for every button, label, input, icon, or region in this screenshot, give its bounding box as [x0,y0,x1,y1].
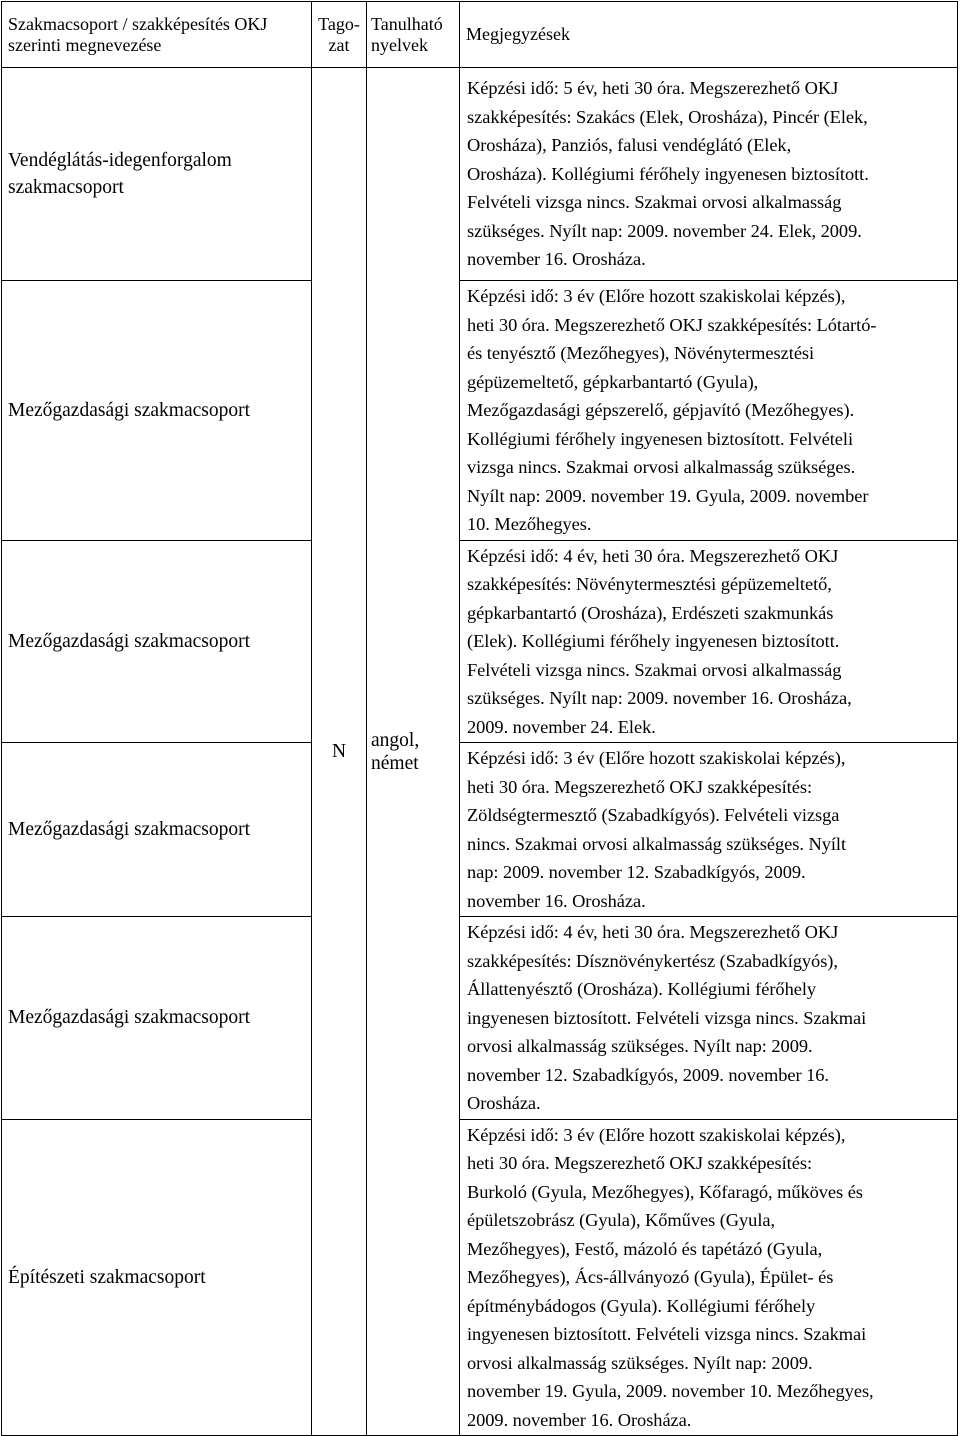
table-row [2,68,958,281]
notes-line: Mezőhegyes), Festő, mázoló és tapétázó (Gyula, [467,1238,823,1259]
category-cell [2,1119,312,1436]
notes-line: szükséges. Nyílt nap: 2009. november 24. Elek, 2009. [467,220,862,241]
notes-line: Képzési idő: 3 év (Előre hozott szakiskolai képzés), [467,286,846,306]
category-line: Mezőgazdasági szakmacsoport [8,1007,251,1029]
notes-line: nincs. Szakmai orvosi alkalmasság szükséges. Nyílt [467,833,847,854]
header-tagozat-line-2: zat [328,34,350,55]
language-item: angol, [371,729,420,751]
notes-cell [460,743,958,917]
notes-line: gépüzemeltető, gépkarbantartó (Gyula), [467,371,759,392]
notes-cell [460,917,958,1120]
category-line: Mezőgazdasági szakmacsoport [8,399,251,421]
notes-line: heti 30 óra. Megszerezhető OKJ szakképesítés: [467,1153,813,1173]
header-languages [367,2,460,68]
notes-cell [460,540,958,743]
notes-line: vizsga nincs. Szakmai orvosi alkalmasság szükséges. [467,457,856,477]
header-category-line-1: Szakmacsoport / szakképesítés OKJ [8,13,268,34]
notes-cell [460,281,958,541]
header-tagozat-line-1: Tago- [318,13,360,34]
notes-line: szakképesítés: Növénytermesztési gépüzemeltető, [467,574,832,594]
notes-line: orvosi alkalmasság szükséges. Nyílt nap: 2009. [467,1036,813,1056]
header-notes-label: Megjegyzések [466,24,570,44]
notes-line: Képzési idő: 3 év (Előre hozott szakiskolai képzés), [467,748,846,768]
header-category-line-2: szerinti megnevezése [8,34,162,55]
notes-line: szükséges. Nyílt nap: 2009. november 16. Orosháza, [467,688,852,708]
notes-line: heti 30 óra. Megszerezhető OKJ szakképesítés: Lótartó- [467,314,877,335]
header-tagozat [312,2,367,68]
notes-line: 2009. november 24. Elek. [467,716,656,737]
category-cell [2,281,312,541]
category-line: Mezőgazdasági szakmacsoport [8,819,251,840]
table-row [2,1119,958,1436]
notes-line: ingyenesen biztosított. Felvételi vizsga nincs. Szakmai [467,1007,867,1028]
table-row [2,743,958,917]
notes-line: Állattenyésztő (Orosháza). Kollégiumi férőhely [467,979,817,999]
tagozat-cell [312,68,367,1436]
notes-line: építménybádogos (Gyula). Kollégiumi férőhely [467,1295,816,1316]
notes-line: Burkoló (Gyula, Mezőhegyes), Kőfaragó, műköves és [467,1181,863,1202]
notes-cell [460,68,958,281]
category-line: Vendéglátás-idegenforgalom [8,150,232,171]
notes-line: és tenyésztő (Mezőhegyes), Növénytermesztési [467,343,815,363]
table-row [2,540,958,743]
notes-line: Zöldségtermesztő (Szabadkígyós). Felvételi vizsga [467,805,840,825]
notes-line: Képzési idő: 5 év, heti 30 óra. Megszerezhető OKJ [467,78,839,99]
programs-table [1,1,958,1436]
notes-line: november 16. Orosháza. [467,890,646,911]
header-languages-line-2: nyelvek [371,34,428,55]
notes-line: Képzési idő: 4 év, heti 30 óra. Megszerezhető OKJ [467,922,839,942]
notes-line: ingyenesen biztosított. Felvételi vizsga nincs. Szakmai [467,1324,867,1344]
notes-line: Mezőhegyes), Ács-állványozó (Gyula), Épület- és [467,1267,834,1287]
category-cell [2,540,312,743]
notes-line: (Elek). Kollégiumi férőhely ingyenesen biztosított. [467,631,840,651]
header-languages-line-1: Tanulható [371,13,443,34]
notes-line: orvosi alkalmasság szükséges. Nyílt nap: 2009. [467,1352,813,1373]
notes-cell [460,1119,958,1436]
notes-line: Nyílt nap: 2009. november 19. Gyula, 2009. november [467,485,869,506]
language-item: német [371,752,419,774]
table-row [2,917,958,1120]
category-line: Építészeti szakmacsoport [8,1266,206,1288]
notes-line: 2009. november 16. Orosháza. [467,1409,692,1430]
header-category [2,2,312,68]
table-row [2,281,958,541]
notes-line: 10. Mezőhegyes. [467,514,592,534]
notes-line: Orosháza), Panziós, falusi vendéglátó (Elek, [467,135,792,156]
category-line: Mezőgazdasági szakmacsoport [8,630,251,652]
header-row [2,2,958,68]
notes-line: épületszobrász (Gyula), Kőműves (Gyula, [467,1210,776,1230]
notes-line: heti 30 óra. Megszerezhető OKJ szakképesítés: [467,776,813,797]
category-cell [2,743,312,917]
notes-line: Orosháza). Kollégiumi férőhely ingyenesen biztosított. [467,163,869,184]
notes-line: nap: 2009. november 12. Szabadkígyós, 2009. [467,862,806,882]
category-line: szakmacsoport [8,177,124,198]
notes-line: szakképesítés: Szakács (Elek, Orosháza), Pincér (Elek, [467,106,868,127]
header-notes [460,2,958,68]
notes-line: Mezőgazdasági gépszerelő, gépjavító (Mezőhegyes). [467,400,855,420]
notes-line: november 12. Szabadkígyós, 2009. november 16. [467,1064,829,1085]
notes-line: gépkarbantartó (Orosháza), Erdészeti szakmunkás [467,602,834,623]
category-cell [2,917,312,1120]
notes-line: Orosháza. [467,1093,541,1113]
notes-line: november 16. Orosháza. [467,249,646,270]
notes-line: Képzési idő: 4 év, heti 30 óra. Megszerezhető OKJ [467,545,839,566]
category-cell [2,68,312,281]
languages-cell [367,68,460,1436]
tagozat-value: N [331,741,347,762]
notes-line: Felvételi vizsga nincs. Szakmai orvosi alkalmasság [467,192,842,213]
notes-line: Felvételi vizsga nincs. Szakmai orvosi alkalmasság [467,659,842,680]
notes-line: Képzési idő: 3 év (Előre hozott szakiskolai képzés), [467,1124,846,1145]
notes-line: szakképesítés: Dísznövénykertész (Szabadkígyós), [467,950,838,971]
notes-line: Kollégiumi férőhely ingyenesen biztosított. Felvételi [467,428,854,449]
notes-line: november 19. Gyula, 2009. november 10. Mezőhegyes, [467,1381,874,1401]
